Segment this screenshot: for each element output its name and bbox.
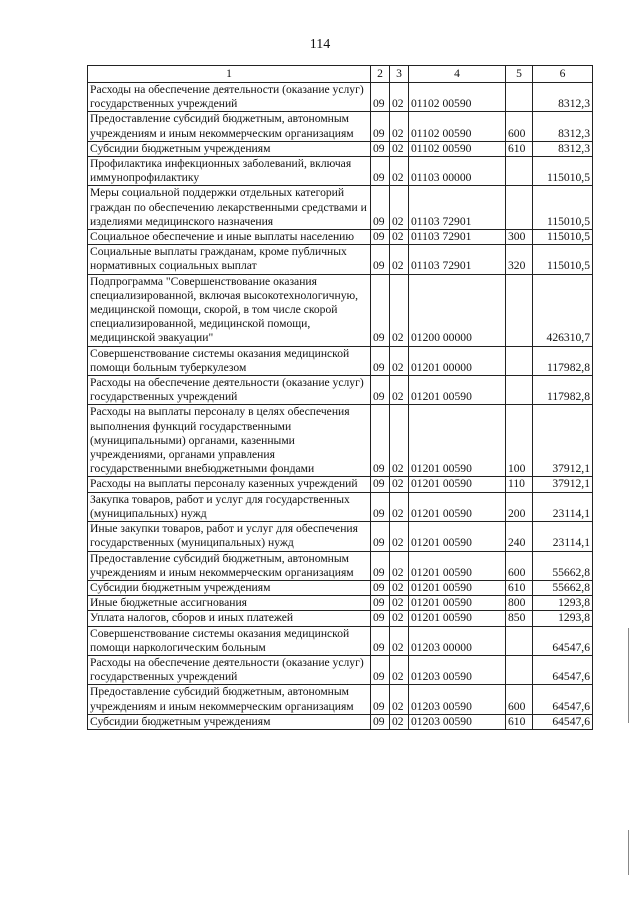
row-amount: 115010,5 — [533, 230, 593, 245]
row-amount: 426310,7 — [533, 274, 593, 346]
row-expense-type — [506, 83, 533, 112]
column-header: 3 — [390, 66, 409, 83]
row-section-code: 09 — [371, 346, 390, 375]
row-description: Расходы на обеспечение деятельности (оказание услуг) государственных учреждений — [88, 376, 371, 405]
row-section-code: 09 — [371, 230, 390, 245]
table-row — [88, 714, 593, 729]
row-expense-type: 320 — [506, 245, 533, 274]
row-target-article: 01102 00590 — [409, 141, 506, 156]
row-description: Расходы на обеспечение деятельности (оказание услуг) государственных учреждений — [88, 655, 371, 684]
row-section-code: 09 — [371, 477, 390, 492]
row-amount: 117982,8 — [533, 376, 593, 405]
row-target-article: 01201 00590 — [409, 492, 506, 521]
row-target-article: 01103 00000 — [409, 157, 506, 186]
row-subsection-code: 02 — [390, 112, 409, 141]
row-section-code: 09 — [371, 492, 390, 521]
row-amount: 8312,3 — [533, 112, 593, 141]
row-subsection-code: 02 — [390, 141, 409, 156]
row-target-article: 01201 00590 — [409, 522, 506, 551]
row-description: Подпрограмма "Совершенствование оказания специализированной, включая высокотехнологичную, медицинской помощи, скорой, в том числе скорой специализированной, медицинской помощи, медицинской эвакуации" — [88, 274, 371, 346]
row-target-article: 01203 00590 — [409, 655, 506, 684]
row-description: Субсидии бюджетным учреждениям — [88, 141, 371, 156]
row-target-article: 01103 72901 — [409, 245, 506, 274]
row-subsection-code: 02 — [390, 685, 409, 714]
row-amount: 8312,3 — [533, 83, 593, 112]
row-target-article: 01201 00590 — [409, 611, 506, 626]
row-section-code: 09 — [371, 714, 390, 729]
row-section-code: 09 — [371, 141, 390, 156]
table-row — [88, 492, 593, 521]
row-expense-type: 610 — [506, 714, 533, 729]
row-section-code: 09 — [371, 157, 390, 186]
row-subsection-code: 02 — [390, 230, 409, 245]
row-amount: 64547,6 — [533, 655, 593, 684]
table-row — [88, 626, 593, 655]
row-target-article: 01103 72901 — [409, 186, 506, 230]
row-expense-type: 200 — [506, 492, 533, 521]
table-row — [88, 274, 593, 346]
row-section-code: 09 — [371, 83, 390, 112]
column-header: 1 — [88, 66, 371, 83]
row-amount: 23114,1 — [533, 492, 593, 521]
row-section-code: 09 — [371, 405, 390, 477]
column-header: 6 — [533, 66, 593, 83]
page-number: 114 — [309, 37, 331, 52]
row-amount: 64547,6 — [533, 714, 593, 729]
row-target-article: 01201 00590 — [409, 477, 506, 492]
row-target-article: 01102 00590 — [409, 112, 506, 141]
row-subsection-code: 02 — [390, 522, 409, 551]
row-section-code: 09 — [371, 112, 390, 141]
row-target-article: 01102 00590 — [409, 83, 506, 112]
row-description: Уплата налогов, сборов и иных платежей — [88, 611, 371, 626]
table-row — [88, 376, 593, 405]
row-description: Субсидии бюджетным учреждениям — [88, 580, 371, 595]
row-expense-type — [506, 157, 533, 186]
row-section-code: 09 — [371, 685, 390, 714]
row-expense-type — [506, 346, 533, 375]
row-target-article: 01201 00590 — [409, 580, 506, 595]
row-section-code: 09 — [371, 245, 390, 274]
row-expense-type: 600 — [506, 551, 533, 580]
row-amount: 37912,1 — [533, 477, 593, 492]
row-subsection-code: 02 — [390, 405, 409, 477]
row-description: Иные бюджетные ассигнования — [88, 596, 371, 611]
row-expense-type: 850 — [506, 611, 533, 626]
row-subsection-code: 02 — [390, 714, 409, 729]
row-expense-type — [506, 186, 533, 230]
row-description: Расходы на выплаты персоналу казенных учреждений — [88, 477, 371, 492]
row-section-code: 09 — [371, 376, 390, 405]
row-subsection-code: 02 — [390, 245, 409, 274]
row-target-article: 01201 00590 — [409, 596, 506, 611]
scan-margin-mark — [628, 628, 629, 723]
table-row — [88, 157, 593, 186]
row-target-article: 01203 00000 — [409, 626, 506, 655]
row-expense-type: 100 — [506, 405, 533, 477]
row-section-code: 09 — [371, 655, 390, 684]
table-row — [88, 551, 593, 580]
row-subsection-code: 02 — [390, 157, 409, 186]
row-target-article: 01103 72901 — [409, 230, 506, 245]
table-header-row — [88, 66, 593, 83]
row-expense-type — [506, 655, 533, 684]
row-amount: 1293,8 — [533, 596, 593, 611]
row-expense-type: 610 — [506, 141, 533, 156]
row-description: Меры социальной поддержки отдельных категорий граждан по обеспечению лекарственными средствами и изделиями медицинского назначения — [88, 186, 371, 230]
column-header: 2 — [371, 66, 390, 83]
row-subsection-code: 02 — [390, 346, 409, 375]
row-expense-type: 110 — [506, 477, 533, 492]
row-subsection-code: 02 — [390, 492, 409, 521]
row-target-article: 01201 00590 — [409, 405, 506, 477]
row-section-code: 09 — [371, 551, 390, 580]
row-amount: 1293,8 — [533, 611, 593, 626]
row-description: Предоставление субсидий бюджетным, автономным учреждениям и иным некоммерческим организациям — [88, 551, 371, 580]
row-expense-type: 600 — [506, 685, 533, 714]
table-row — [88, 245, 593, 274]
row-section-code: 09 — [371, 580, 390, 595]
row-description: Расходы на обеспечение деятельности (оказание услуг) государственных учреждений — [88, 83, 371, 112]
table-row — [88, 230, 593, 245]
row-expense-type: 300 — [506, 230, 533, 245]
row-amount: 64547,6 — [533, 626, 593, 655]
row-target-article: 01203 00590 — [409, 714, 506, 729]
row-subsection-code: 02 — [390, 376, 409, 405]
table-row — [88, 596, 593, 611]
row-subsection-code: 02 — [390, 580, 409, 595]
row-amount: 115010,5 — [533, 157, 593, 186]
row-subsection-code: 02 — [390, 477, 409, 492]
row-subsection-code: 02 — [390, 186, 409, 230]
row-description: Расходы на выплаты персоналу в целях обеспечения выполнения функций государственными (муниципальными) органами, казенными учреждениями, органами управления государственными внебюджетными фондами — [88, 405, 371, 477]
row-subsection-code: 02 — [390, 83, 409, 112]
table-row — [88, 83, 593, 112]
row-target-article: 01201 00590 — [409, 551, 506, 580]
row-amount: 115010,5 — [533, 186, 593, 230]
table-row — [88, 580, 593, 595]
row-amount: 117982,8 — [533, 346, 593, 375]
row-description: Субсидии бюджетным учреждениям — [88, 714, 371, 729]
scan-margin-mark — [628, 830, 629, 875]
table-row — [88, 685, 593, 714]
table-row — [88, 112, 593, 141]
row-target-article: 01200 00000 — [409, 274, 506, 346]
row-description: Профилактика инфекционных заболеваний, включая иммунопрофилактику — [88, 157, 371, 186]
row-amount: 23114,1 — [533, 522, 593, 551]
table-body — [88, 83, 593, 730]
table-row — [88, 405, 593, 477]
row-amount: 37912,1 — [533, 405, 593, 477]
row-section-code: 09 — [371, 596, 390, 611]
row-section-code: 09 — [371, 274, 390, 346]
row-description: Предоставление субсидий бюджетным, автономным учреждениям и иным некоммерческим организациям — [88, 112, 371, 141]
row-expense-type — [506, 274, 533, 346]
row-expense-type — [506, 376, 533, 405]
row-amount: 55662,8 — [533, 551, 593, 580]
table-row — [88, 346, 593, 375]
budget-table — [87, 65, 593, 730]
row-expense-type: 600 — [506, 112, 533, 141]
row-description: Социальное обеспечение и иные выплаты населению — [88, 230, 371, 245]
column-header: 4 — [409, 66, 506, 83]
column-header: 5 — [506, 66, 533, 83]
row-subsection-code: 02 — [390, 626, 409, 655]
row-description: Иные закупки товаров, работ и услуг для обеспечения государственных (муниципальных) нужд — [88, 522, 371, 551]
row-section-code: 09 — [371, 522, 390, 551]
row-amount: 64547,6 — [533, 685, 593, 714]
row-amount: 115010,5 — [533, 245, 593, 274]
table-row — [88, 141, 593, 156]
row-amount: 8312,3 — [533, 141, 593, 156]
row-subsection-code: 02 — [390, 611, 409, 626]
row-subsection-code: 02 — [390, 655, 409, 684]
table-row — [88, 611, 593, 626]
row-subsection-code: 02 — [390, 596, 409, 611]
row-expense-type: 800 — [506, 596, 533, 611]
row-expense-type — [506, 626, 533, 655]
table-row — [88, 477, 593, 492]
row-target-article: 01201 00590 — [409, 376, 506, 405]
table-row — [88, 186, 593, 230]
table-row — [88, 522, 593, 551]
row-subsection-code: 02 — [390, 274, 409, 346]
row-section-code: 09 — [371, 611, 390, 626]
row-target-article: 01201 00000 — [409, 346, 506, 375]
row-section-code: 09 — [371, 626, 390, 655]
row-expense-type: 610 — [506, 580, 533, 595]
row-section-code: 09 — [371, 186, 390, 230]
row-description: Совершенствование системы оказания медицинской помощи наркологическим больным — [88, 626, 371, 655]
row-description: Социальные выплаты гражданам, кроме публичных нормативных социальных выплат — [88, 245, 371, 274]
row-description: Закупка товаров, работ и услуг для государственных (муниципальных) нужд — [88, 492, 371, 521]
row-subsection-code: 02 — [390, 551, 409, 580]
table-row — [88, 655, 593, 684]
row-description: Предоставление субсидий бюджетным, автономным учреждениям и иным некоммерческим организациям — [88, 685, 371, 714]
row-expense-type: 240 — [506, 522, 533, 551]
row-amount: 55662,8 — [533, 580, 593, 595]
row-description: Совершенствование системы оказания медицинской помощи больным туберкулезом — [88, 346, 371, 375]
row-target-article: 01203 00590 — [409, 685, 506, 714]
